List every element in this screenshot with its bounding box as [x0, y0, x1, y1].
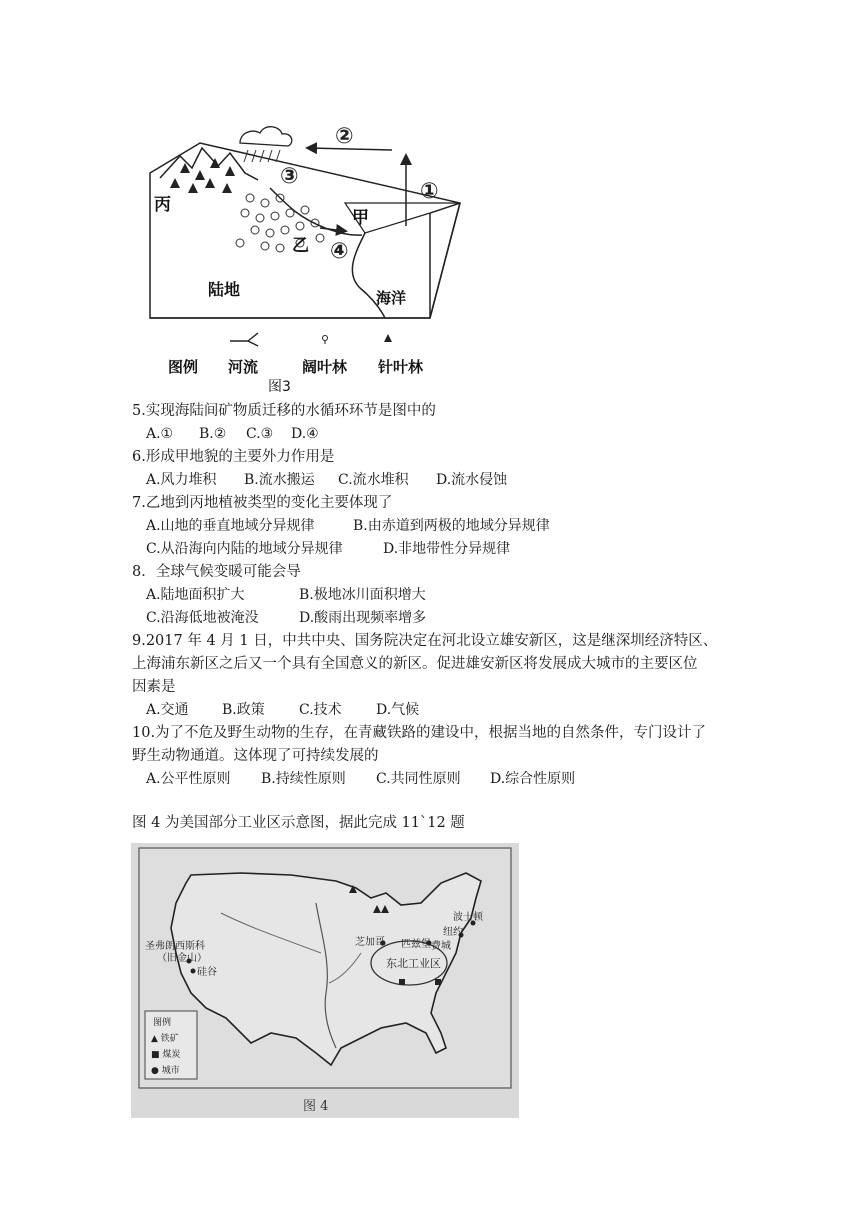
q10-option-d: D.综合性原则 [490, 771, 576, 787]
figure3-caption: 图3 [268, 379, 291, 395]
label-new-york: 纽约 [443, 927, 463, 938]
q7-option-d: D.非地带性分异规律 [383, 541, 511, 557]
label-pittsburgh: 匹兹堡 [401, 939, 431, 950]
q8-option-c: C.沿海低地被淹没 [146, 610, 259, 626]
label-chicago: 芝加哥 [355, 937, 385, 948]
figure4-caption: 图 4 [303, 1099, 329, 1114]
question-5-stem: 5.实现海陆间矿物质迁移的水循环环节是图中的 [132, 403, 436, 419]
legend-coal: ■ 煤炭 [151, 1050, 181, 1060]
question-8-stem: 8．全球气候变暖可能会导 [132, 564, 301, 580]
question-9-stem-line-2: 上海浦东新区之后又一个具有全国意义的新区。促进雄安新区将发展成大城市的主要区位 [132, 656, 698, 672]
label-boston: 波士顿 [453, 912, 483, 923]
q10-option-c: C.共同性原则 [376, 771, 461, 787]
q6-option-c: C.流水堆积 [338, 472, 409, 488]
conifer-legend-icon [384, 334, 392, 342]
figure-3-water-cycle [140, 118, 490, 398]
legend-iron: ▲ 铁矿 [151, 1034, 179, 1044]
label-circle-4: ④ [330, 239, 349, 264]
label-silicon-valley: 硅谷 [197, 967, 217, 978]
q8-option-d: D.酸雨出现频率增多 [299, 610, 427, 626]
question-6-stem: 6.形成甲地貌的主要外力作用是 [132, 449, 335, 465]
question-10-stem-line-1: 10.为了不危及野生动物的生存，在青藏铁路的建设中，根据当地的自然条件，专门设计了 [132, 725, 707, 741]
q9-option-a: A.交通 [146, 702, 189, 718]
q10-option-b: B.持续性原则 [261, 771, 346, 787]
question-9-stem-line-1: 9.2017 年 4 月 1 日，中共中央、国务院决定在河北设立雄安新区，这是继深圳经济特区、 [132, 633, 718, 649]
label-northeast-region: 东北工业区 [386, 957, 441, 970]
q6-option-d: D.流水侵蚀 [436, 472, 508, 488]
legend-conifer: 针叶林 [378, 358, 424, 376]
question-9-stem-line-3: 因素是 [132, 679, 176, 695]
q5-option-b: B.② [199, 426, 227, 442]
legend-broadleaf: 阔叶林 [302, 358, 348, 376]
label-land: 陆地 [208, 280, 241, 299]
label-san-francisco-alt: （旧金山） [157, 953, 207, 964]
figure3-legend [168, 333, 424, 376]
label-yi: 乙 [292, 236, 309, 256]
label-jia: 甲 [352, 208, 369, 228]
label-circle-1: ① [420, 179, 439, 204]
river-legend-icon [230, 333, 258, 346]
q10-option-a: A.公平性原则 [146, 771, 231, 787]
q9-option-c: C.技术 [299, 702, 342, 718]
label-circle-2: ② [335, 124, 354, 149]
q7-option-a: A.山地的垂直地域分异规律 [146, 518, 315, 534]
question-10-stem-line-2: 野生动物通道。这体现了可持续发展的 [132, 748, 379, 764]
figure-4-intro: 图 4 为美国部分工业区示意图，据此完成 11`12 题 [132, 815, 465, 831]
label-philadelphia: 费城 [431, 941, 451, 952]
legend-city: ● 城市 [151, 1066, 180, 1076]
broadleaf-legend-icon [323, 336, 328, 341]
q5-option-c: C.③ [246, 426, 274, 442]
legend-river: 河流 [228, 358, 259, 376]
label-circle-3: ③ [280, 164, 299, 189]
label-bing: 丙 [154, 195, 171, 215]
q7-option-c: C.从沿海向内陆的地域分异规律 [146, 541, 343, 557]
q5-option-a: A.① [146, 426, 174, 442]
q7-option-b: B.由赤道到两极的地域分异规律 [353, 518, 550, 534]
q9-option-b: B.政策 [222, 702, 265, 718]
q9-option-d: D.气候 [376, 702, 420, 718]
label-ocean: 海洋 [376, 289, 407, 307]
cloud-icon [240, 127, 292, 146]
q8-option-b: B.极地冰川面积增大 [299, 587, 426, 603]
legend-title: 图例 [153, 1018, 172, 1028]
figure-4-us-industrial-map [131, 843, 519, 1118]
us-map [131, 843, 519, 1118]
label-san-francisco: 圣弗朗西斯科 [145, 941, 205, 952]
water-cycle-diagram [140, 118, 490, 398]
question-7-stem: 7.乙地到丙地植被类型的变化主要体现了 [132, 495, 393, 511]
q5-option-d: D.④ [291, 426, 319, 442]
q6-option-a: A.风力堆积 [146, 472, 217, 488]
q6-option-b: B.流水搬运 [244, 472, 315, 488]
q8-option-a: A.陆地面积扩大 [146, 587, 245, 603]
legend-title: 图例 [168, 358, 199, 376]
